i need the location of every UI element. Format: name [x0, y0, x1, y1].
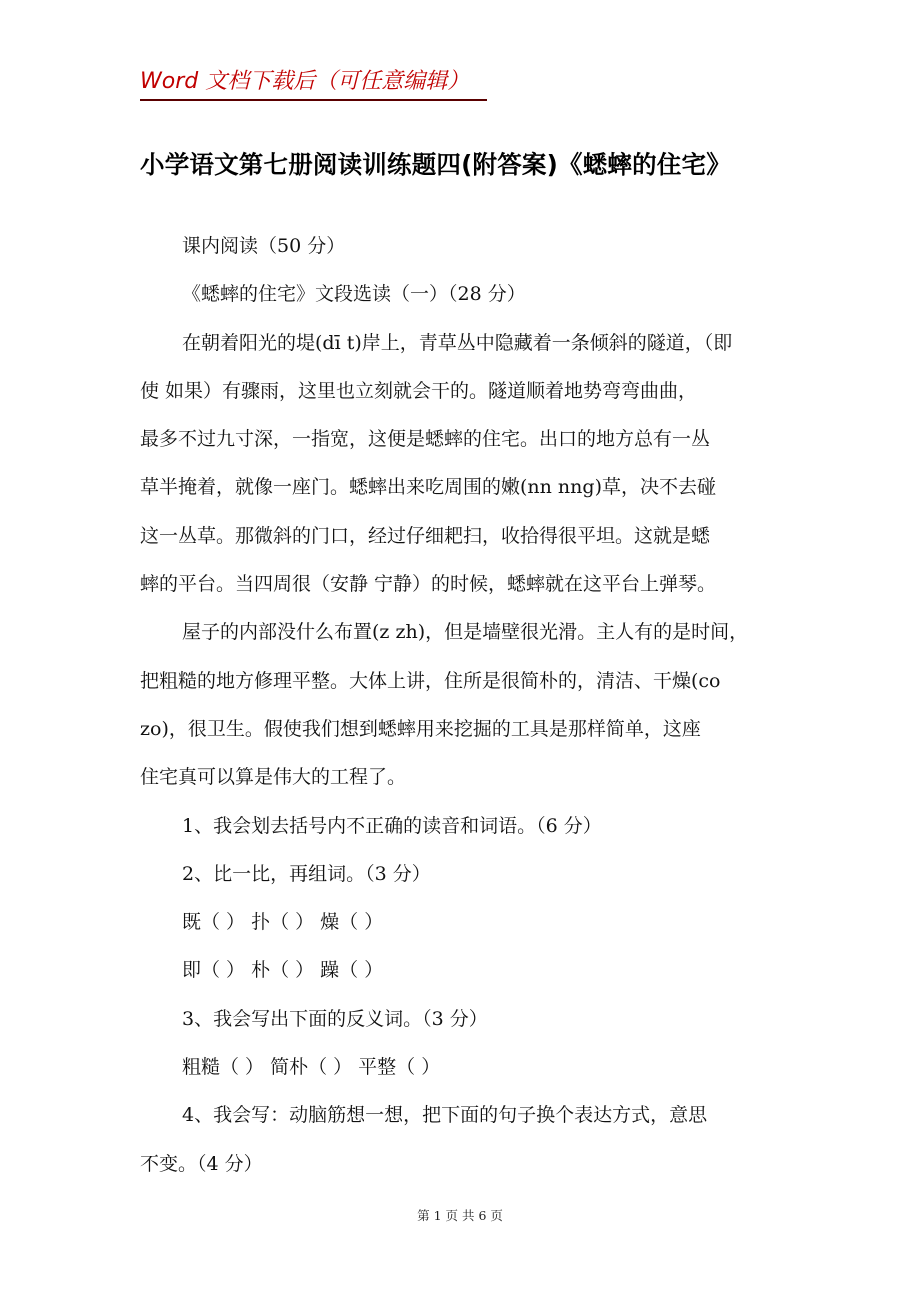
- passage-line: 屋子的内部没什么布置(z zh)，但是墙壁很光滑。主人有的是时间，: [182, 621, 749, 644]
- question-2-row-1: 既（ ） 扑（ ） 燥（ ）: [182, 911, 384, 934]
- question-1: 1、我会划去括号内不正确的读音和词语。（6 分）: [182, 814, 602, 837]
- passage-heading: 《蟋蟀的住宅》文段选读（一）（28 分）: [182, 283, 526, 306]
- question-2-row-2: 即（ ） 朴（ ） 躁（ ）: [182, 959, 384, 982]
- question-3-row: 粗糙（ ） 简朴（ ） 平整（ ）: [182, 1056, 441, 1079]
- passage-line: zo)，很卫生。假使我们想到蟋蟀用来挖掘的工具是那样简单，这座: [140, 717, 701, 740]
- passage-line: 蟀的平台。当四周很（安静 宁静）的时候，蟋蟀就在这平台上弹琴。: [140, 573, 717, 596]
- passage-line: 草半掩着，就像一座门。蟋蟀出来吃周围的嫩(nn nng)草，决不去碰: [140, 476, 716, 499]
- download-banner: Word 文档下载后（可任意编辑）: [140, 64, 487, 101]
- section-heading: 课内阅读（50 分）: [182, 235, 346, 257]
- question-4-continued: 不变。（4 分）: [140, 1152, 263, 1175]
- passage-line: 把粗糙的地方修理平整。大体上讲，住所是很简朴的，清洁、干燥(co: [140, 669, 721, 692]
- document-title: 小学语文第七册阅读训练题四(附答案)《蟋蟀的住宅》: [140, 150, 731, 179]
- question-3: 3、我会写出下面的反义词。（3 分）: [182, 1007, 488, 1030]
- passage-line: 在朝着阳光的堤(dī t)岸上，青草丛中隐藏着一条倾斜的隧道，（即: [182, 331, 733, 354]
- passage-line: 这一丛草。那微斜的门口，经过仔细耙扫，收拾得很平坦。这就是蟋: [140, 524, 711, 547]
- document-body: [140, 222, 785, 1188]
- page-number: 第 1 页 共 6 页: [417, 1208, 503, 1223]
- question-4: 4、我会写：动脑筋想一想，把下面的句子换个表达方式，意思: [182, 1104, 708, 1127]
- passage-line: 最多不过九寸深，一指宽，这便是蟋蟀的住宅。出口的地方总有一丛: [140, 428, 711, 451]
- question-2: 2、比一比，再组词。（3 分）: [182, 862, 431, 885]
- passage-line: 使 如果）有骤雨，这里也立刻就会干的。隧道顺着地势弯弯曲曲，: [140, 379, 698, 402]
- passage-line: 住宅真可以算是伟大的工程了。: [140, 766, 407, 789]
